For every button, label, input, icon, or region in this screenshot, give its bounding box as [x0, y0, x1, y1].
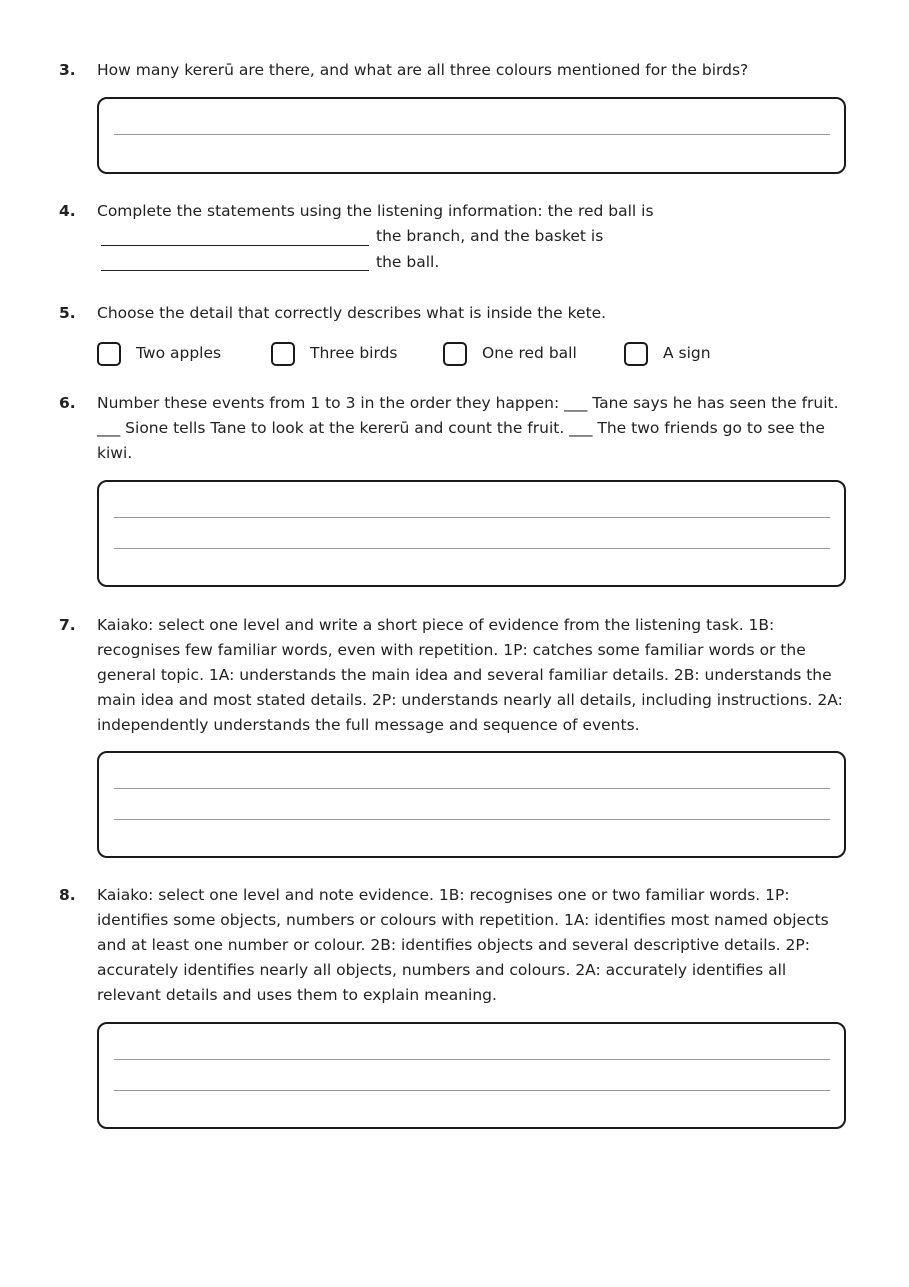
question-number: 5. [59, 304, 76, 322]
option-label: Three birds [310, 344, 398, 362]
answer-box[interactable] [97, 751, 846, 858]
answer-line [114, 819, 830, 820]
question-text: Kaiako: select one level and write a short piece of evidence from the listening task. 1B: recognises few familiar words, even with repetition. 1P: catches some familiar words or the general topic. 1A: understands the main idea and several familiar details. 2B: understands the main idea and most stated details. 2P: understands nearly all details, including instructions. 2A: independently understands the full message and sequence of events. [97, 616, 843, 734]
checkbox[interactable] [624, 342, 648, 366]
fill-text-1: the branch, and the basket is [376, 227, 604, 245]
question-number: 3. [59, 61, 76, 79]
answer-line [114, 517, 830, 518]
answer-box[interactable] [97, 480, 846, 587]
question-text: Choose the detail that correctly describes what is inside the kete. [97, 304, 607, 322]
question-text: How many kererū are there, and what are all three colours mentioned for the birds? [97, 61, 749, 79]
option-label: One red ball [482, 344, 577, 362]
option-label: Two apples [136, 344, 222, 362]
checkbox[interactable] [271, 342, 295, 366]
answer-line [114, 1090, 830, 1091]
fill-text-2: the ball. [376, 253, 440, 271]
question-text: Kaiako: select one level and note evidence. 1B: recognises one or two familiar words. 1P: identifies some objects, numbers or colours with repetition. 1A: identifies most named objects and at least one number or colour. 2B: identifies objects and several descriptive details. 2P: accurately identifies nearly all objects, numbers and colours. 2A: accurately identifies all relevant details and uses them to explain meaning. [97, 886, 829, 1004]
question-number: 6. [59, 394, 76, 412]
answer-box[interactable] [97, 97, 846, 174]
question-number: 4. [59, 202, 76, 220]
question-number: 7. [59, 616, 76, 634]
answer-line [114, 134, 830, 135]
answer-line [114, 548, 830, 549]
checkbox[interactable] [443, 342, 467, 366]
answer-line [114, 1059, 830, 1060]
question-text: Complete the statements using the listening information: the red ball is [97, 202, 654, 220]
answer-line [114, 788, 830, 789]
question-text: Number these events from 1 to 3 in the order they happen: ___ Tane says he has seen the fruit. ___ Sione tells Tane to look at the kererū and count the fruit. ___ The two friends go to see the kiwi. [97, 394, 839, 462]
answer-box[interactable] [97, 1022, 846, 1129]
fill-blank-1[interactable] [101, 245, 369, 246]
checkbox[interactable] [97, 342, 121, 366]
question-number: 8. [59, 886, 76, 904]
fill-blank-2[interactable] [101, 270, 369, 271]
option-label: A sign [663, 344, 711, 362]
